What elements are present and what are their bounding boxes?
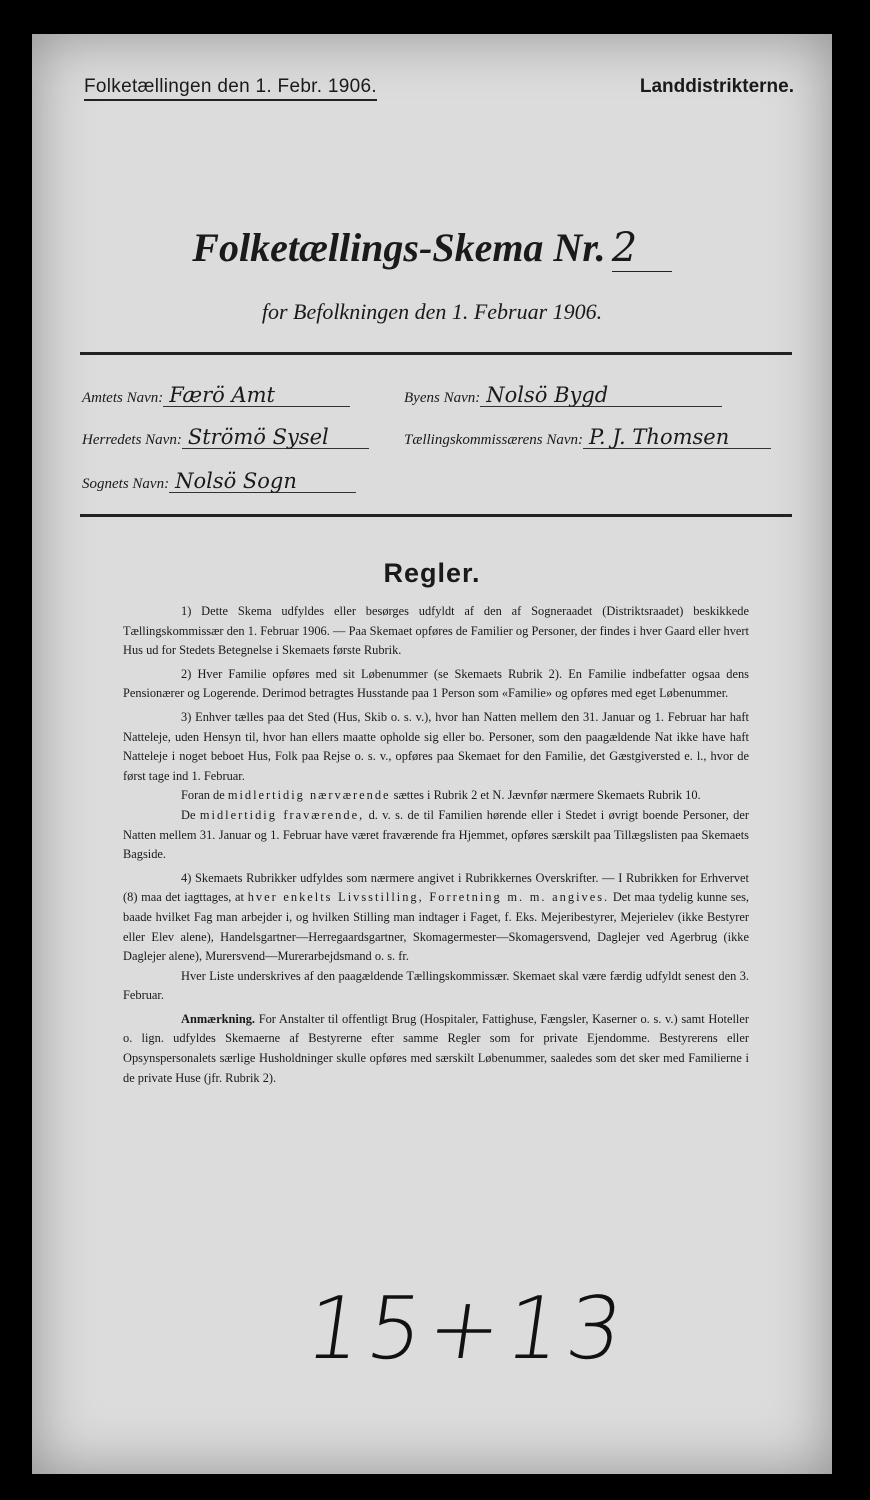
annotation-label: Anmærkning. <box>181 1011 256 1026</box>
herred-value: Strömö Sysel <box>182 426 369 449</box>
amt-value: Færö Amt <box>163 384 350 407</box>
rule-3c-spaced: midlertidig fraværende, <box>199 807 365 822</box>
rules-body <box>123 602 749 1092</box>
rule-3b-post: sættes i Rubrik 2 et N. Jævnfør nærmere Skemaets Rubrik 10. <box>393 788 701 803</box>
rule-2: 2) Hver Familie opføres med sit Løbenummer (se Skemaets Rubrik 2). En Familie indbefatter ogsaa dens Pensionærer og Logerende. Derimod betragtes Husstande paa 1 Person som «Familie» og opføres med eget Løbenummer. <box>123 666 749 701</box>
divider-top <box>80 352 792 355</box>
handwritten-note: 15+13 <box>299 1279 635 1379</box>
divider-bottom <box>80 514 792 517</box>
commissioner-value: P. J. Thomsen <box>583 426 771 449</box>
form-title-text: Folketællings-Skema Nr. <box>192 225 606 270</box>
census-form-sheet <box>32 34 832 1474</box>
form-number: 2 <box>612 225 672 272</box>
annotation <box>123 1010 749 1088</box>
annotation-text: For Anstalter til offentligt Brug (Hospitaler, Fattighuse, Fængsler, Kaserner o. s. v.) samt Hoteller o. lign. udfyldes Skemaerne af Bestyrerne efter samme Regler som for private Ejendomme. Bestyrerens eller Opsynspersonalets særlige Husholdninger skulle opføres med særskilt Løbenummer, saaledes som det sker med Familierne i de private Huse (jfr. Rubrik 2). <box>123 1011 749 1085</box>
herred-field <box>82 426 369 449</box>
rule-4-pre: 4) Skemaets Rubrikker udfyldes som nærmere angivet i Rubrikkernes Overskrifter. — I Rubrikken for Erhvervet (8) maa det iagttages, at <box>123 870 749 905</box>
rule-3c-pre: De <box>181 807 196 822</box>
rule-5: Hver Liste underskrives af den paagældende Tællingskommissær. Skemaet skal være færdig udfyldt senest den 3. Februar. <box>123 968 749 1003</box>
rule-3c <box>123 806 749 865</box>
amt-field <box>82 384 350 407</box>
sogn-field <box>82 470 356 493</box>
rule-4 <box>123 869 749 967</box>
rule-3b-pre: Foran de <box>181 788 225 803</box>
amt-label: Amtets Navn: <box>82 390 164 406</box>
form-subtitle: for Befolkningen den 1. Februar 1906. <box>261 299 603 324</box>
rule-3c-post: d. v. s. de til Familien hørende eller i Stedet i øvrigt boende Personer, der Natten mellem 31. Januar og 1. Februar have været fraværende fra Hjemmet, opføres særskilt paa Tillægslisten paa Skemaets Bagside. <box>123 807 749 862</box>
census-header: Folketællingen den 1. Febr. 1906. <box>84 76 377 101</box>
rule-4-post: Det maa tydelig kunne ses, baade hvilket Fag man arbejder i, og hvilken Stilling man indtager i Faget, f. Eks. Mejeribestyrer, Mejerielev (ikke Bestyrer eller Elev alene), Handelsgartner—Herregaardsgartner, Skomagermester—Skomagersvend, Daglejer ved Agerbrug (ikke Daglejer alene), Murersvend—Murerarbejdsmand o. s. fr. <box>123 890 749 964</box>
herred-label: Herredets Navn: <box>82 432 182 448</box>
sogn-value: Nolsö Sogn <box>169 470 356 493</box>
commissioner-label: Tællingskommissærens Navn: <box>404 432 584 448</box>
by-value: Nolsö Bygd <box>480 384 722 407</box>
rule-3b-spaced: midlertidig nærværende <box>227 788 391 803</box>
rule-3b <box>123 786 749 806</box>
by-field <box>404 384 722 407</box>
by-label: Byens Navn: <box>404 390 481 406</box>
district-header: Landdistrikterne. <box>639 76 794 97</box>
form-title <box>32 224 832 272</box>
rules-title: Regler. <box>383 558 481 588</box>
sogn-label: Sognets Navn: <box>82 476 170 492</box>
rule-4-spaced: hver enkelts Livsstilling, Forretning m. m. angives. <box>247 890 610 905</box>
rule-1: 1) Dette Skema udfyldes eller besørges udfyldt af den af Sogneraadet (Distriktsraadet) beskikkede Tællingskommissær den 1. Februar 1906. — Paa Skemaet opføres de Familier og Personer, der findes i hver Gaard eller hvert Hus ud for Stedets Betegnelse i Skemaets første Rubrik. <box>123 604 749 658</box>
commissioner-field <box>404 426 771 449</box>
rule-3: 3) Enhver tælles paa det Sted (Hus, Skib o. s. v.), hvor han Natten mellem den 31. Januar og 1. Februar har haft Natteleje, uden Hensyn til, hvor han ellers maatte opholde sig eller bo. Personer, som den paagældende Nat ikke have haft Natteleje i noget beboet Hus, Folk paa Rejse o. s. v., opføres paa Skemaet for den Familie, det Gæstgiversted e. l., hvor de først tage ind 1. Februar. <box>123 709 749 783</box>
